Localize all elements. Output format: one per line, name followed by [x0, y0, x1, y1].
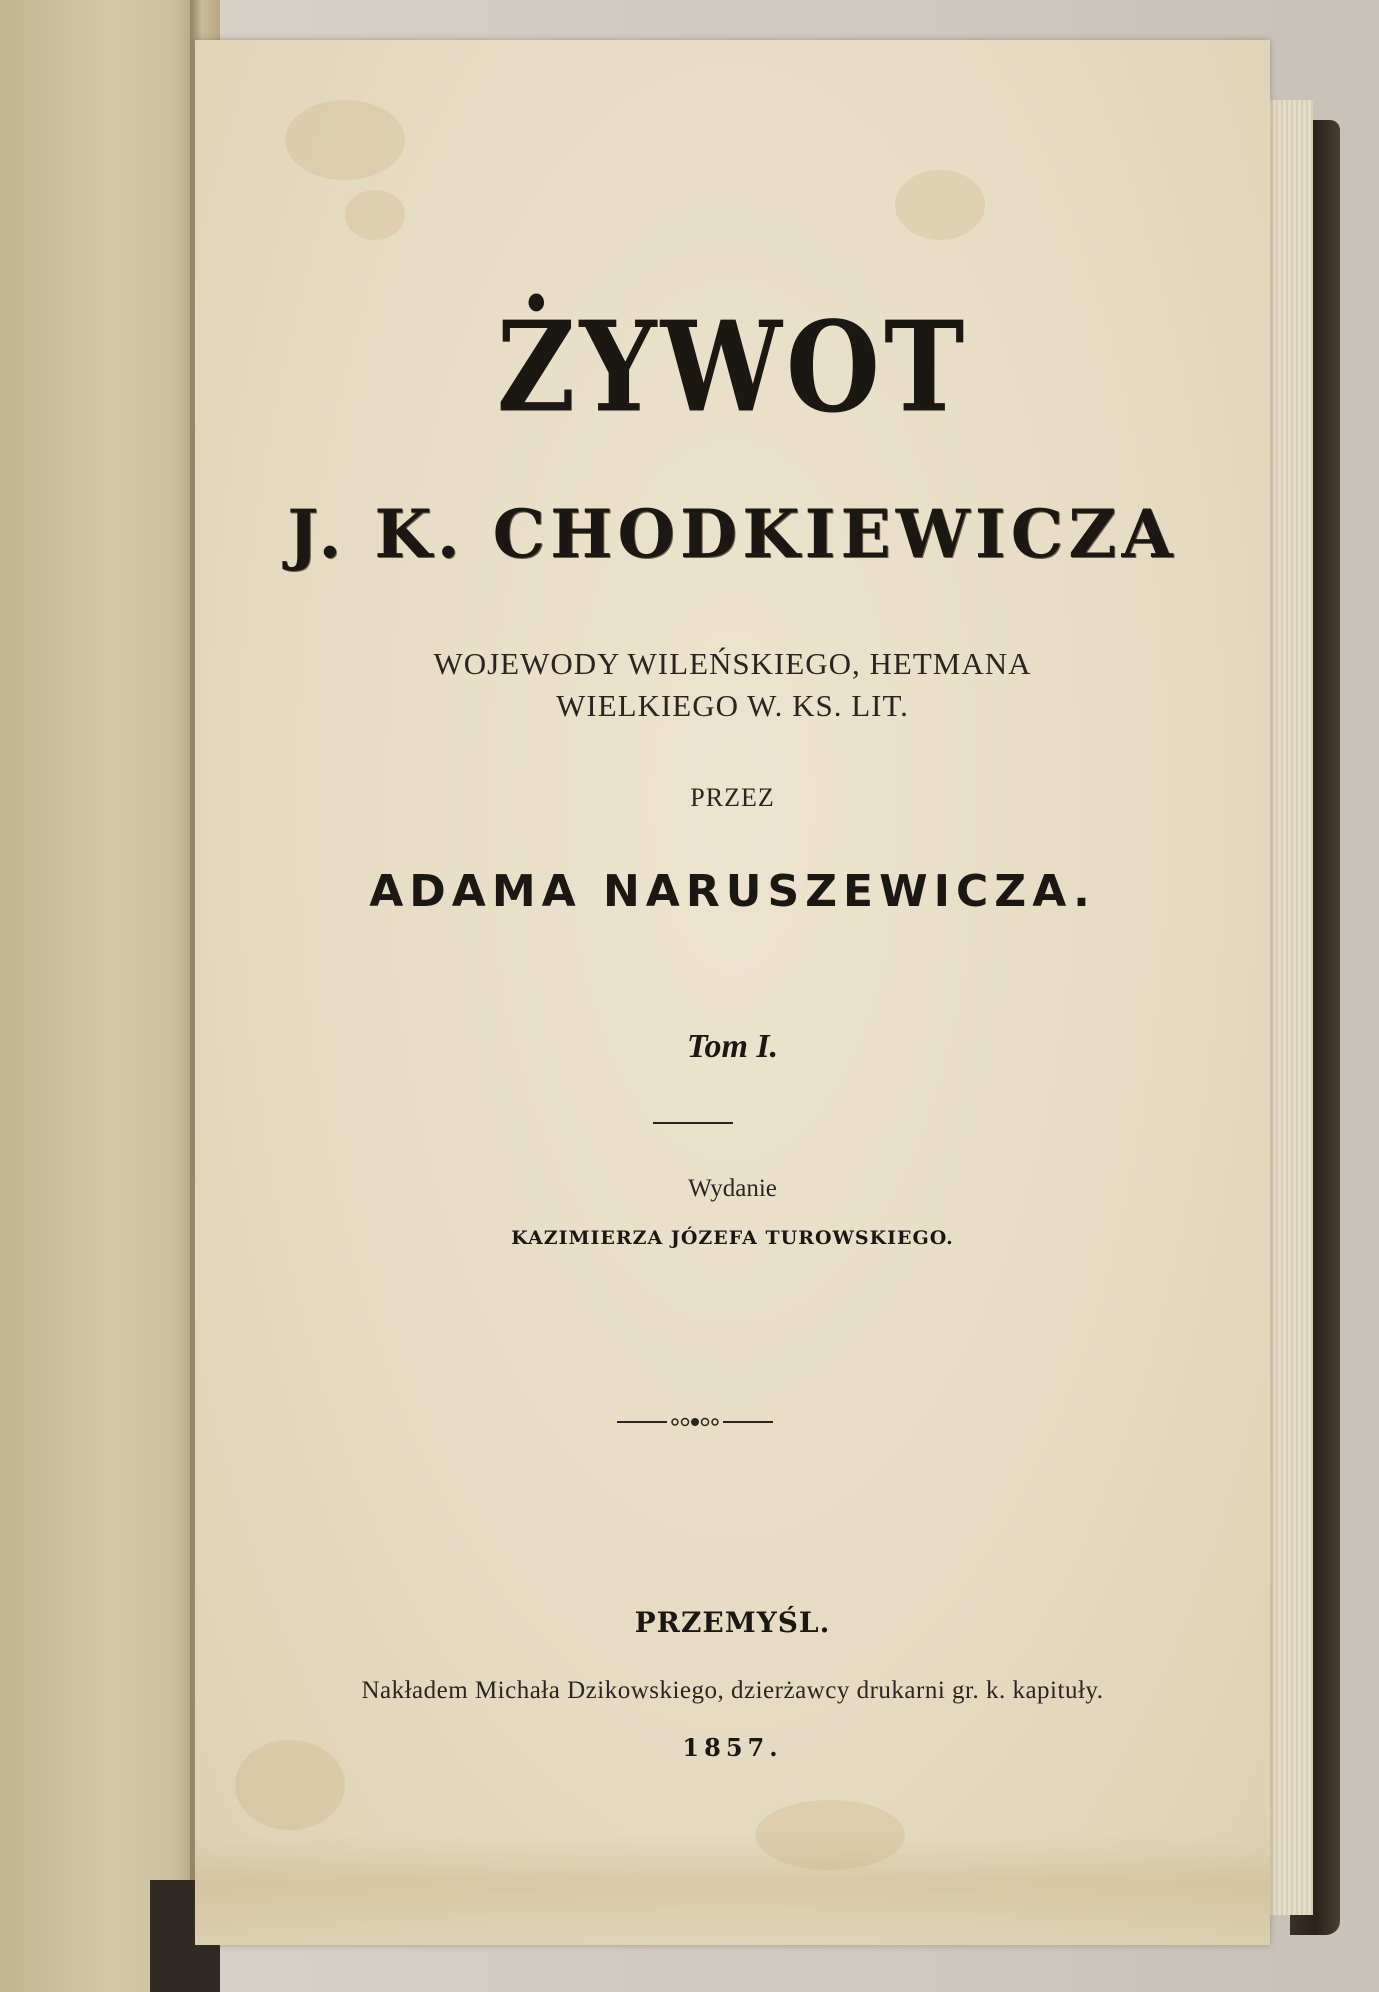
publication-place: PRZEMYŚL. — [634, 1606, 831, 1639]
volume-label: Tom I. — [686, 1028, 779, 1065]
ornament-divider — [615, 1415, 775, 1429]
subtitle-line-2: WIELKIEGO W. KS. LIT. — [556, 688, 909, 723]
book-title: ŻYWOT — [496, 295, 969, 441]
edition-label: Wydanie — [688, 1175, 777, 1202]
publisher-imprint: Nakładem Michała Dzikowskiego, dzierżawcy drukarni gr. k. kapituły. — [361, 1677, 1104, 1704]
title-page-content — [195, 40, 1270, 1945]
divider-rule — [653, 1122, 733, 1124]
by-label: PRZEZ — [690, 783, 775, 812]
left-page — [0, 0, 205, 1992]
editor-name: KAZIMIERZA JÓZEFA TUROWSKIEGO. — [511, 1227, 954, 1249]
subtitle-line-1: WOJEWODY WILEŃSKIEGO, HETMANA — [433, 646, 1032, 681]
book-title-subject: J. K. CHODKIEWICZA — [287, 495, 1178, 573]
author-name: ADAMA NARUSZEWICZA. — [369, 866, 1096, 917]
title-page — [195, 40, 1270, 1945]
publication-year: 1857. — [682, 1733, 783, 1762]
